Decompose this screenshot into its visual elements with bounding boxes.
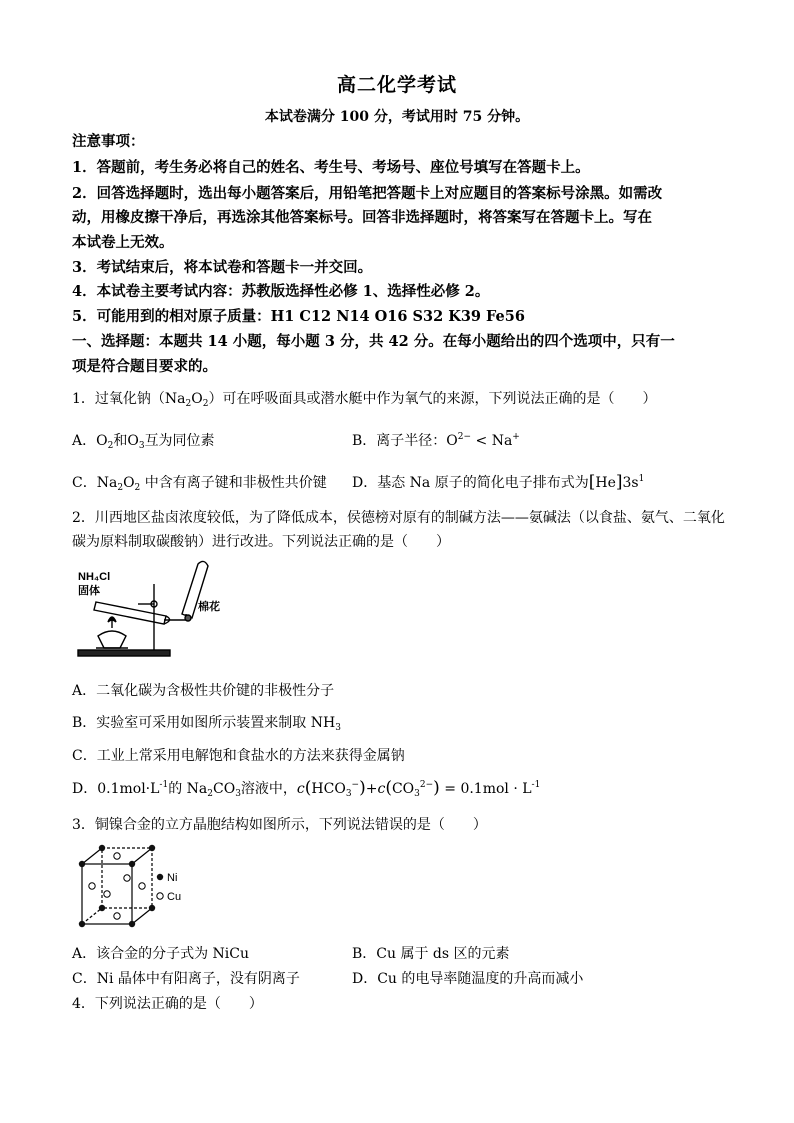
note-4: 4．本试卷主要考试内容：苏教版选择性必修 1、选择性必修 2。 — [72, 283, 490, 300]
q1-stem: 1．过氧化钠$(Na_2O_2)$可在呼吸面具或潜水艇中作为氧气的来源，下列说法正确的是（ ） — [72, 391, 657, 409]
notes-heading: 注意事项： — [72, 133, 145, 150]
q1-option-a: A．$O_2$和$O_3$互为同位素 — [72, 433, 215, 451]
q1-option-d: D．基态 Na 原子的简化电子排布式为$[He]3s^1$ — [352, 472, 645, 492]
note-5: 5．可能用到的相对原子质量：H1 C12 N14 O16 S32 K39 Fe56 — [72, 308, 525, 325]
note-2-line-2: 动，用橡皮擦干净后，再选涂其他答案标号。回答非选择题时，将答案写在答题卡上。写在 — [72, 209, 652, 226]
q2-option-d: D．$0.1mol\cdot L^{-1}$的 $Na_2CO_3$溶液中，$c(HCO_3^-)+c(CO_3^{2-}) = 0.1mol \cdot L^{-1}$ — [72, 778, 541, 799]
figure-label-nh4cl: NH₄Cl — [78, 571, 111, 583]
q1-option-c: C．$Na_2O_2$ 中含有离子键和非极性共价键 — [72, 475, 327, 493]
q3-option-b: B．Cu 属于 ds 区的元素 — [352, 946, 510, 962]
note-3: 3．考试结束后，将本试卷和答题卡一并交回。 — [72, 259, 373, 276]
page-title: 高二化学考试 — [336, 74, 457, 96]
note-2-line-1: 2．回答选择题时，选出每小题答案后，用铅笔把答题卡上对应题目的答案标号涂黑。如需改 — [72, 185, 663, 202]
q3-stem: 3．铜镍合金的立方晶胞结构如图所示，下列说法错误的是（ ） — [72, 817, 487, 833]
cuni-unit-cell-figure — [72, 840, 202, 932]
section-heading-line-1: 一、选择题：本题共 14 小题，每小题 3 分，共 42 分。在每小题给出的四个选项中，只有一 — [72, 333, 675, 350]
q2-option-c: C．工业上常采用电解饱和食盐水的方法来获得金属钠 — [72, 748, 405, 764]
q3-option-c: C．Ni 晶体中有阳离子，没有阴离子 — [72, 971, 300, 987]
ammonia-apparatus-figure — [74, 560, 234, 662]
q2-stem-line-1: 2．川西地区盐卤浓度较低，为了降低成本，侯德榜对原有的制碱方法——氨碱法（以食盐、氨气、二氧化 — [72, 510, 725, 526]
legend-ni-marker — [157, 874, 163, 880]
q2-option-b: B．实验室可采用如图所示装置来制取 $NH_3$ — [72, 715, 341, 733]
section-heading-line-2: 项是符合题目要求的。 — [72, 358, 217, 375]
q1-option-b: B．离子半径：$O^{2-} < Na^+$ — [352, 432, 520, 449]
q3-option-a: A．该合金的分子式为 NiCu — [72, 946, 250, 962]
page-subtitle: 本试卷满分 100 分，考试用时 75 分钟。 — [264, 109, 530, 125]
figure-label-solid: 固体 — [78, 585, 100, 597]
q4-stem: 4．下列说法正确的是（ ） — [72, 996, 263, 1012]
figure-label-cotton: 棉花 — [198, 601, 220, 613]
q3-option-d: D．Cu 的电导率随温度的升高而减小 — [352, 971, 584, 987]
legend-ni-label: Ni — [167, 872, 178, 884]
legend-cu-label: Cu — [167, 891, 182, 903]
q2-option-a: A．二氧化碳为含极性共价键的非极性分子 — [72, 683, 335, 699]
legend-cu-marker — [157, 893, 163, 899]
note-2-line-3: 本试卷上无效。 — [72, 234, 174, 251]
q2-stem-line-2: 碳为原料制取碳酸钠）进行改进。下列说法正确的是（ ） — [72, 534, 450, 550]
note-1: 1．答题前，考生务必将自己的姓名、考生号、考场号、座位号填写在答题卡上。 — [72, 159, 590, 176]
